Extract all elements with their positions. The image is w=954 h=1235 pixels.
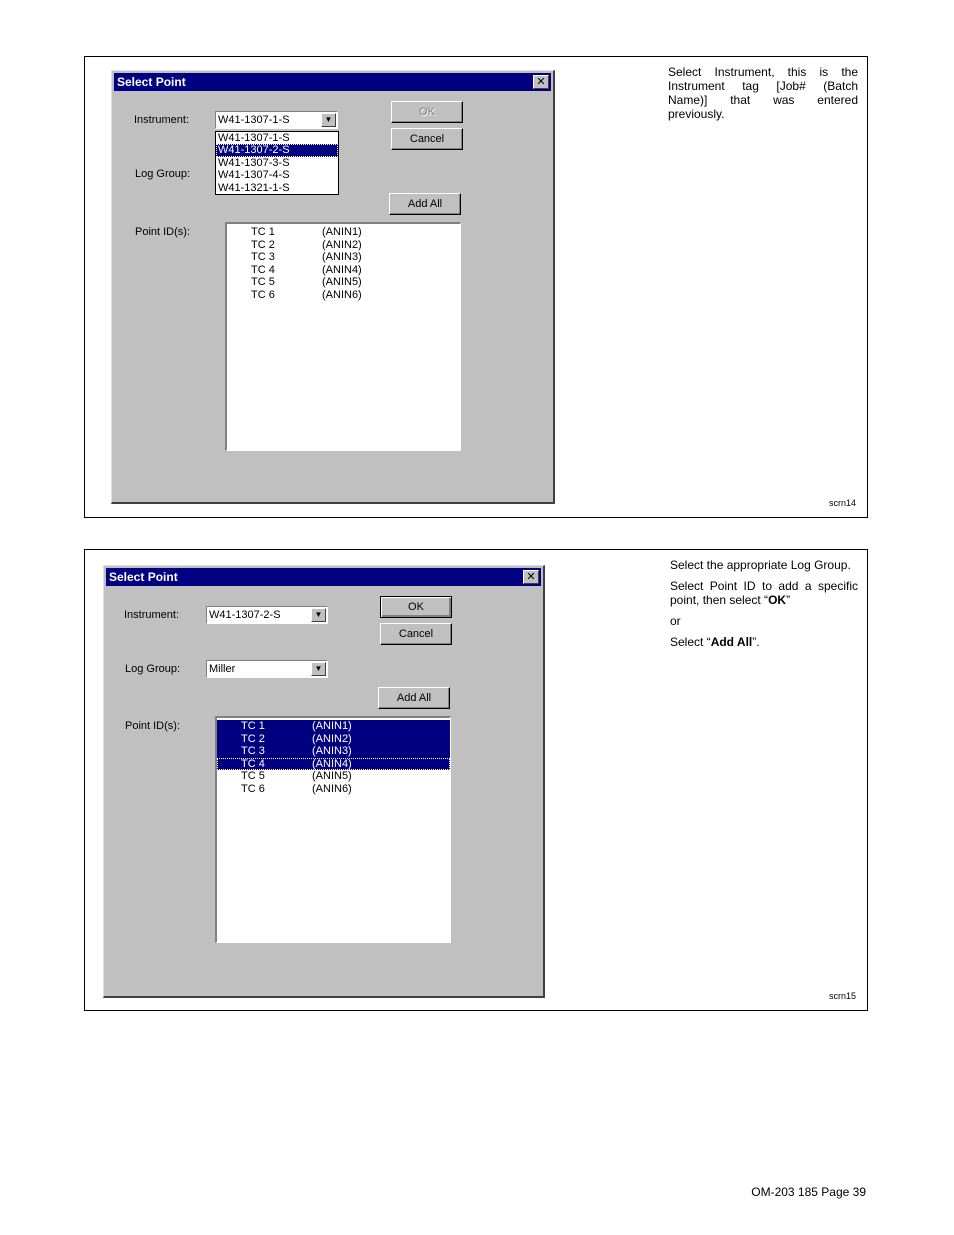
point-channel: (ANIN6) (322, 288, 362, 301)
point-id: TC 3 (241, 745, 265, 757)
page-footer: OM-203 185 Page 39 (751, 1185, 866, 1199)
chevron-down-icon[interactable]: ▼ (311, 608, 326, 622)
point-id-listbox[interactable] (225, 222, 461, 451)
figure-tag: scrn14 (828, 498, 856, 508)
point-channel: (ANIN3) (312, 745, 352, 757)
point-id: TC 4 (241, 757, 265, 770)
list-item[interactable] (227, 289, 460, 302)
point-id-listbox[interactable] (215, 716, 451, 943)
point-id: TC 2 (241, 732, 265, 745)
chevron-down-icon[interactable]: ▼ (321, 113, 336, 127)
list-item[interactable] (227, 226, 460, 239)
dropdown-option[interactable]: W41-1307-4-S (218, 169, 290, 182)
point-id: TC 4 (251, 263, 275, 276)
point-id: TC 5 (251, 276, 275, 288)
cancel-button[interactable]: Cancel (380, 623, 452, 645)
description-line-4: Select “Add All”. (670, 635, 760, 649)
figure-tag: scrn15 (828, 991, 856, 1001)
point-channel: (ANIN6) (312, 782, 352, 795)
list-item[interactable] (227, 251, 460, 264)
dialog-titlebar (114, 73, 551, 91)
list-item[interactable] (227, 276, 460, 289)
list-item[interactable] (217, 770, 450, 783)
instrument-value: W41-1307-1-S (218, 114, 290, 126)
add-all-button[interactable]: Add All (378, 687, 450, 709)
point-channel: (ANIN1) (322, 226, 362, 238)
instrument-combobox[interactable] (206, 606, 328, 624)
select-point-dialog (103, 565, 545, 998)
figure1-description (668, 65, 858, 128)
log-group-combobox[interactable] (206, 660, 328, 678)
point-channel: (ANIN5) (322, 276, 362, 288)
list-item[interactable] (217, 720, 450, 733)
point-channel: (ANIN2) (312, 732, 352, 745)
description-paragraph: Select Instrument, this is the Instrument tag [Job# (Batch Name)] that was entered previously. (668, 65, 858, 121)
point-id: TC 1 (241, 720, 265, 732)
point-channel: (ANIN2) (322, 238, 362, 251)
description-or: or (670, 614, 681, 628)
ok-button[interactable]: OK (380, 596, 452, 618)
point-id: TC 6 (241, 782, 265, 795)
dialog-title: Select Point (109, 570, 178, 584)
figure2-description (670, 558, 858, 656)
description-line-1: Select the appropriate Log Group. (670, 558, 851, 572)
log-group-value: Miller (209, 663, 236, 675)
instrument-dropdown-list[interactable] (215, 131, 339, 195)
description-line-2: Select Point ID to add a specific point, then select “OK” (670, 579, 858, 607)
point-channel: (ANIN5) (312, 770, 352, 782)
list-item[interactable] (217, 745, 450, 758)
point-id-label: Point ID(s): (125, 720, 181, 732)
list-item[interactable] (217, 733, 450, 746)
close-icon[interactable]: ✕ (533, 75, 549, 89)
instrument-label: Instrument: (124, 609, 180, 621)
point-id-label: Point ID(s): (135, 226, 191, 238)
point-channel: (ANIN3) (322, 251, 362, 263)
point-id: TC 3 (251, 251, 275, 263)
ok-button[interactable]: OK (391, 101, 463, 123)
list-item[interactable] (227, 264, 460, 277)
close-icon[interactable]: ✕ (523, 570, 539, 584)
point-id: TC 6 (251, 288, 275, 301)
instrument-label: Instrument: (134, 114, 190, 126)
dropdown-option[interactable]: W41-1307-3-S (218, 156, 290, 169)
list-item[interactable] (227, 239, 460, 252)
dropdown-option[interactable]: W41-1307-2-S (216, 144, 338, 156)
add-all-button[interactable]: Add All (389, 193, 461, 215)
point-channel: (ANIN4) (322, 263, 362, 276)
instrument-combobox[interactable] (215, 111, 338, 129)
dropdown-option[interactable]: W41-1321-1-S (218, 181, 290, 194)
figure-panel-2 (84, 549, 868, 1011)
point-id: TC 5 (241, 770, 265, 782)
list-item[interactable] (217, 758, 450, 771)
point-id: TC 2 (251, 238, 275, 251)
figure-panel-1 (84, 56, 868, 518)
log-group-label: Log Group: (135, 168, 191, 180)
cancel-button[interactable]: Cancel (391, 128, 463, 150)
instrument-value: W41-1307-2-S (209, 609, 281, 621)
chevron-down-icon[interactable]: ▼ (311, 662, 326, 676)
point-channel: (ANIN4) (312, 757, 352, 770)
dropdown-option[interactable]: W41-1307-1-S (218, 132, 290, 144)
point-id: TC 1 (251, 226, 275, 238)
list-item[interactable] (217, 783, 450, 796)
select-point-dialog (111, 70, 555, 504)
point-channel: (ANIN1) (312, 720, 352, 732)
dialog-title: Select Point (117, 75, 186, 89)
dialog-titlebar (106, 568, 541, 586)
log-group-label: Log Group: (125, 663, 181, 675)
